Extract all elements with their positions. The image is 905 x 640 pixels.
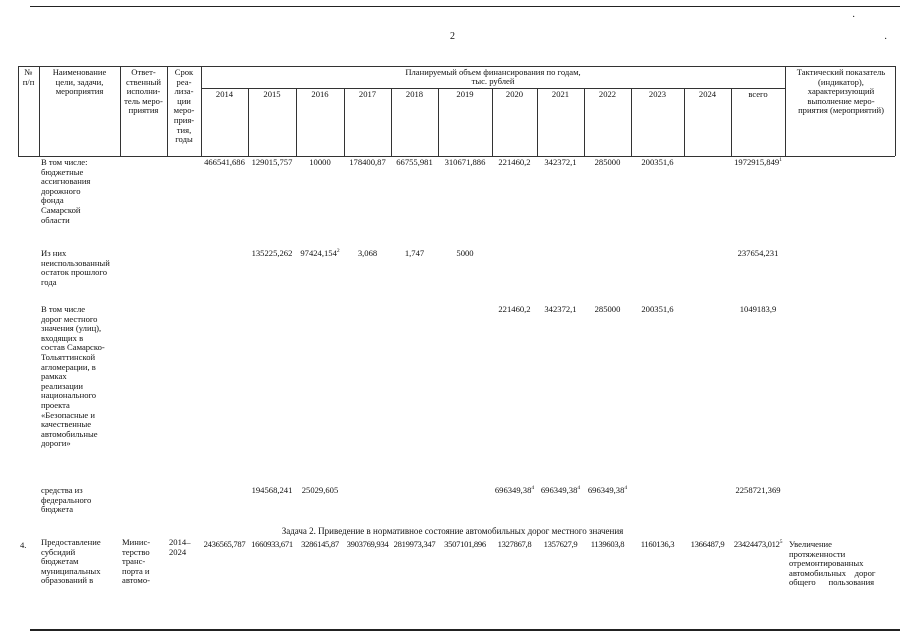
value-cell: 696349,38$^4$	[540, 485, 581, 495]
footnote-mark: 4	[531, 485, 535, 492]
value-cell: 2258721,369	[735, 485, 781, 495]
value-cell: 129015,757	[251, 157, 293, 167]
footnote-mark: 4	[577, 485, 581, 492]
row4-value-cell: 3507101,896	[444, 539, 486, 549]
year-header-7: 2021	[551, 89, 570, 99]
row4-value-cell: 1660933,671	[251, 539, 293, 549]
value-cell: 200351,6	[641, 157, 674, 167]
year-header-6: 2020	[505, 89, 524, 99]
speck-mark: ·	[852, 12, 856, 23]
row4-label: Предоставление субсидий бюджетам муниципальных образований в	[41, 537, 101, 586]
bottom-rule	[30, 629, 900, 631]
row4-num: 4.	[20, 540, 27, 550]
value-cell: 696349,38$^4$	[587, 485, 628, 495]
header-funding-line2: тыс. рублей	[471, 76, 515, 86]
row4-value-cell: 2819973,347	[393, 539, 436, 549]
value-cell: 178400,87	[349, 157, 386, 167]
value-cell: 696349,38$^4$	[494, 485, 535, 495]
speck-mark: ·	[884, 34, 888, 45]
footnote-mark: 1	[779, 157, 782, 164]
header-responsible: Ответ- ственный исполни- тель меро- приятия	[124, 67, 163, 116]
row4-value-cell: 3903769,934	[346, 539, 389, 549]
value-cell: 237654,231	[737, 248, 779, 258]
value-cell: 200351,6	[641, 304, 674, 314]
year-header-0: 2014	[215, 89, 234, 99]
value-cell: 5000	[456, 248, 474, 258]
value-cell: 66755,981	[396, 157, 433, 167]
row4-value-cell: 23424473,012$^5$	[733, 539, 783, 549]
value-cell: 285000	[594, 157, 621, 167]
year-header-3: 2017	[358, 89, 377, 99]
value-cell: 135225,262	[251, 248, 293, 258]
year-header-9: 2023	[648, 89, 667, 99]
row4-value-cell: 1139603,8	[590, 539, 625, 549]
year-header-4: 2018	[405, 89, 424, 99]
header-funding-line1: Планируемый объем финансирования по годам,	[405, 67, 581, 77]
row-label: Из них неиспользованный остаток прошлого года	[41, 248, 110, 287]
value-cell: 1972915,849$^1$	[734, 157, 782, 167]
year-header-border	[201, 88, 785, 89]
year-header-5: 2019	[456, 89, 474, 99]
year-header-11: всего	[748, 89, 768, 99]
top-rule	[30, 6, 900, 7]
header-indicator: Тактический показатель (индикатор), характеризующий выполнение меро- приятия (мероприятий)	[796, 67, 886, 116]
row-label: средства из федерального бюджета	[41, 485, 92, 515]
footnote-mark: 5	[779, 539, 783, 546]
row-label: В том числе дорог местного значения (улиц), входящих в состав Самарско- Тольяттинской агломерации, в рамках реализации национального проекта «Безопасные и качественные автомобильные дороги»	[41, 304, 105, 449]
footnote-mark: 4	[624, 485, 628, 492]
value-cell: 1049183,9	[739, 304, 777, 314]
row4-value-cell: 3286145,87	[301, 539, 339, 549]
value-cell: 3,068	[357, 248, 378, 258]
row4-value-cell: 2436565,787	[203, 539, 246, 549]
value-cell: 25029,605	[301, 485, 339, 495]
value-cell: 10000	[309, 157, 331, 167]
row4-indicator: Увеличение протяженности отремонтированных автомобильных дорог общего пользования	[789, 539, 876, 588]
year-header-2: 2016	[311, 89, 329, 99]
value-cell: 310671,886	[444, 157, 486, 167]
row-label: В том числе: бюджетные ассигнования дорожного фонда Самарской области	[41, 157, 91, 225]
year-header-8: 2022	[598, 89, 617, 99]
header-term: Срок реа- лиза- ции меро- прия- тия, годы	[173, 67, 195, 145]
row4-value-cell: 1366487,9	[690, 539, 725, 549]
year-header-10: 2024	[698, 89, 717, 99]
row4-value-cell: 1160136,3	[640, 539, 675, 549]
value-cell: 194568,241	[251, 485, 293, 495]
value-cell: 342372,1	[544, 304, 577, 314]
page-number: 2	[450, 31, 455, 42]
header-name: Наименование цели, задачи, мероприятия	[52, 67, 107, 97]
row4-value-cell: 1327867,8	[497, 539, 532, 549]
value-cell: 1,747	[404, 248, 425, 258]
value-cell: 221460,2	[498, 304, 531, 314]
footnote-mark: 2	[336, 248, 340, 255]
value-cell: 97424,154$^2$	[300, 248, 340, 258]
header-num: № п/п	[22, 67, 35, 87]
value-cell: 285000	[594, 304, 621, 314]
row4-term: 2014– 2024	[169, 537, 191, 557]
value-cell: 221460,2	[498, 157, 531, 167]
row4-responsible: Минис- терство транс- порта и автомо-	[122, 537, 151, 586]
value-cell: 342372,1	[544, 157, 577, 167]
value-cell: 466541,686	[204, 157, 245, 167]
row4-value-cell: 1357627,9	[543, 539, 578, 549]
year-header-1: 2015	[263, 89, 281, 99]
task-title: Задача 2. Приведение в нормативное состояние автомобильных дорог местного значения	[281, 526, 624, 536]
